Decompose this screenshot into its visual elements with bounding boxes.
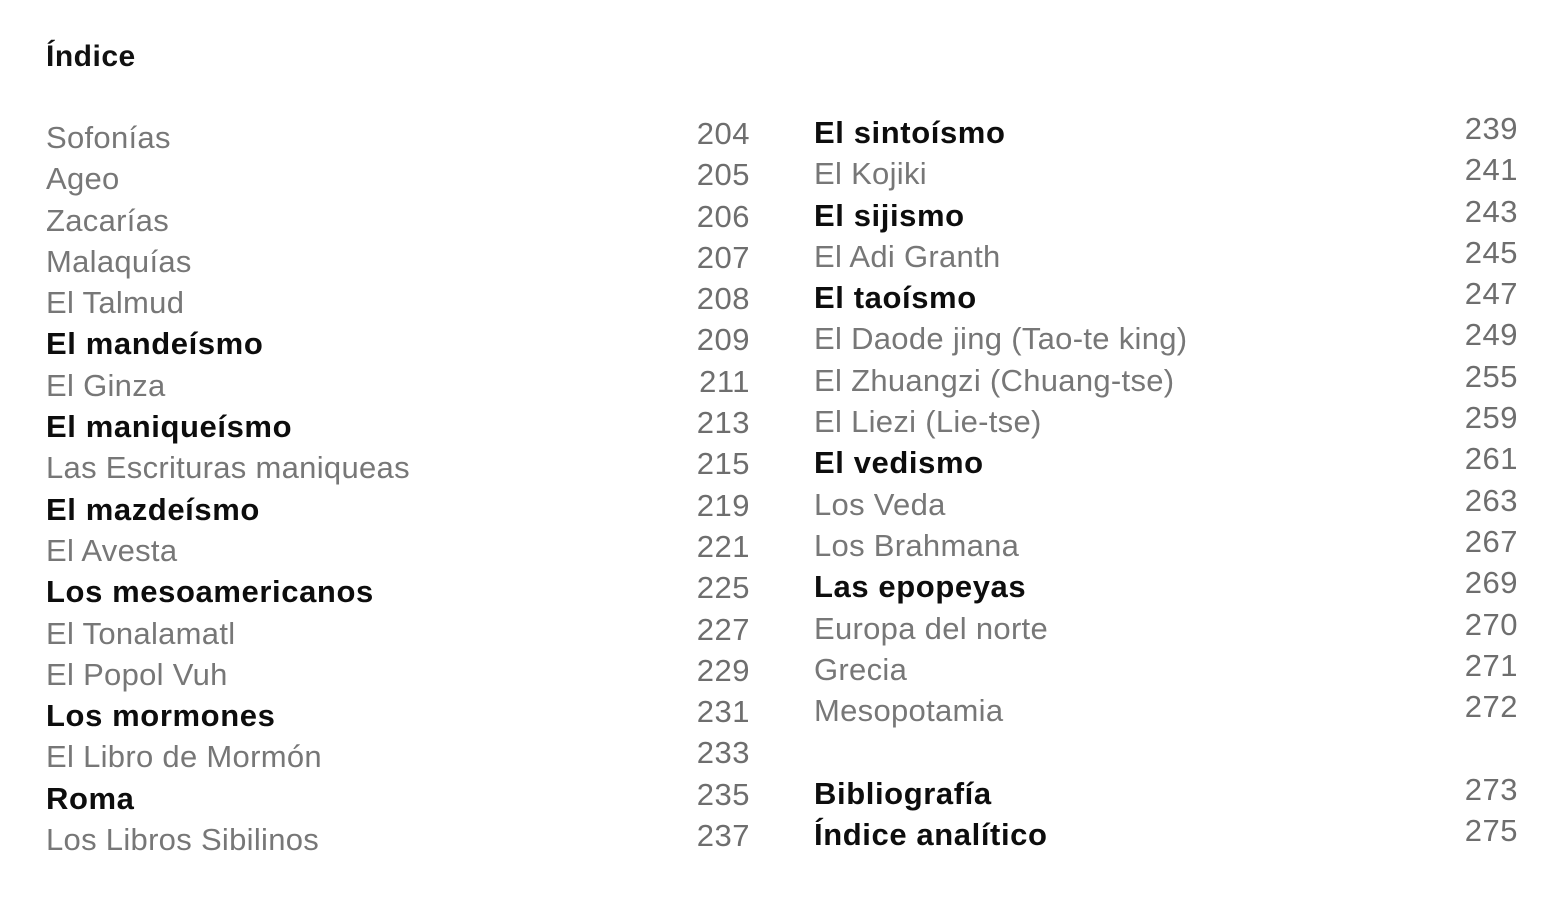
toc-entry-page-number: 269 — [1464, 565, 1518, 601]
toc-entry-page-number: 271 — [1464, 647, 1518, 683]
page-title: Índice — [46, 40, 136, 73]
toc-entry-page-number: 241 — [1464, 152, 1518, 188]
toc-entry[interactable] — [814, 401, 1518, 442]
toc-entry-title: Zacarías — [46, 202, 169, 238]
toc-entry-title: El taoísmo — [814, 280, 977, 316]
toc-entry[interactable] — [46, 365, 750, 406]
toc-section-heading[interactable] — [814, 566, 1518, 607]
toc-entry-page-number: 204 — [696, 116, 750, 151]
toc-entry-title: El Daode jing (Tao-te king) — [814, 321, 1188, 357]
toc-entry-page-number: 231 — [696, 694, 750, 730]
toc-section-heading[interactable] — [46, 778, 750, 819]
toc-section-heading[interactable] — [46, 406, 750, 447]
toc-entry[interactable] — [814, 525, 1518, 566]
toc-entry-title: El sintoísmo — [814, 115, 1006, 150]
toc-entry-page-number: 206 — [696, 198, 750, 234]
toc-entry-title: Malaquías — [46, 243, 192, 279]
toc-entry-title: Los mesoamericanos — [46, 574, 374, 610]
toc-entry-title: Roma — [46, 780, 135, 816]
toc-entry[interactable] — [814, 608, 1518, 649]
toc-entry[interactable] — [46, 447, 750, 488]
toc-entry-page-number: 263 — [1464, 482, 1518, 518]
toc-entry[interactable] — [46, 613, 750, 654]
toc-section-heading[interactable] — [814, 814, 1518, 855]
toc-entry[interactable] — [814, 649, 1518, 690]
toc-entry[interactable] — [814, 484, 1518, 525]
toc-entry[interactable] — [46, 158, 750, 199]
toc-entry[interactable] — [46, 819, 750, 860]
toc-entry[interactable] — [814, 318, 1518, 359]
toc-section-heading[interactable] — [814, 442, 1518, 483]
toc-entry-page-number: 270 — [1464, 606, 1518, 642]
toc-spacer — [814, 731, 1518, 772]
toc-entry-page-number: 219 — [696, 487, 750, 523]
toc-entry-title: Las epopeyas — [814, 569, 1027, 605]
toc-entry-title: Ageo — [46, 161, 120, 197]
toc-entry-title: Europa del norte — [814, 610, 1049, 646]
toc-entry-title: El Popol Vuh — [46, 656, 228, 692]
toc-section-heading[interactable] — [46, 695, 750, 736]
toc-section-heading[interactable] — [46, 489, 750, 530]
toc-entry[interactable] — [46, 654, 750, 695]
toc-entry-page-number: 225 — [696, 570, 750, 606]
toc-entry[interactable] — [46, 117, 750, 158]
toc-entry-title: El Zhuangzi (Chuang-tse) — [814, 362, 1175, 398]
toc-section-heading[interactable] — [46, 571, 750, 612]
toc-entry-page-number: 205 — [696, 157, 750, 193]
toc-entry-page-number: 208 — [696, 281, 750, 317]
toc-entry[interactable] — [814, 360, 1518, 401]
toc-entry-title: Grecia — [814, 651, 908, 687]
toc-section-heading[interactable] — [46, 323, 750, 364]
toc-entry-page-number: 227 — [696, 611, 750, 647]
toc-entry-page-number: 221 — [696, 528, 750, 564]
toc-entry-title: El Tonalamatl — [46, 615, 236, 651]
toc-entry[interactable] — [46, 282, 750, 323]
toc-entry-title: El Avesta — [46, 532, 178, 568]
toc-entry-title: El mazdeísmo — [46, 491, 260, 527]
toc-entry-title: Sofonías — [46, 120, 171, 155]
toc-entry[interactable] — [814, 690, 1518, 731]
toc-entry[interactable] — [46, 200, 750, 241]
toc-entry-title: El Kojiki — [814, 156, 927, 192]
toc-entry-title: Los mormones — [46, 698, 276, 734]
toc-entry-page-number: 259 — [1464, 400, 1518, 436]
toc-entry-title: Los Brahmana — [814, 527, 1020, 563]
toc-entry-title: Mesopotamia — [814, 693, 1004, 729]
toc-entry-title: Bibliografía — [814, 775, 992, 811]
toc-entry-page-number: 215 — [696, 446, 750, 482]
toc-section-heading[interactable] — [814, 773, 1518, 814]
toc-entry-page-number: 255 — [1464, 358, 1518, 394]
toc-entry[interactable] — [46, 736, 750, 777]
toc-entry-page-number: 249 — [1464, 317, 1518, 353]
toc-entry-page-number: 235 — [696, 776, 750, 812]
toc-entry-title: Las Escrituras maniqueas — [46, 450, 410, 486]
toc-right-column — [814, 112, 1518, 855]
toc-entry-page-number: 207 — [696, 239, 750, 275]
toc-entry-page-number: 211 — [699, 363, 750, 399]
toc-entry-page-number: 229 — [696, 652, 750, 688]
toc-entry-page-number: 261 — [1464, 441, 1518, 477]
toc-entry-title: El Ginza — [46, 367, 166, 403]
toc-entry-page-number: 213 — [696, 405, 750, 441]
toc-entry-title: El sijismo — [814, 197, 965, 233]
toc-entry-title: Índice analítico — [814, 817, 1048, 853]
toc-entry-page-number: 209 — [696, 322, 750, 358]
toc-entry[interactable] — [46, 241, 750, 282]
toc-entry-page-number: 273 — [1464, 771, 1518, 807]
toc-entry[interactable] — [814, 153, 1518, 194]
toc-entry-page-number: 272 — [1464, 689, 1518, 725]
toc-entry-title: Los Libros Sibilinos — [46, 822, 320, 858]
toc-entry-page-number: 275 — [1464, 813, 1518, 849]
toc-entry-title: El maniqueísmo — [46, 409, 293, 445]
toc-entry-title: El vedismo — [814, 445, 984, 481]
toc-entry[interactable] — [46, 530, 750, 571]
toc-section-heading[interactable] — [814, 112, 1518, 153]
toc-section-heading[interactable] — [814, 277, 1518, 318]
toc-entry-page-number: 237 — [696, 818, 750, 854]
toc-entry-page-number: 267 — [1464, 523, 1518, 559]
toc-entry-page-number: 247 — [1464, 276, 1518, 312]
toc-entry-title: El Libro de Mormón — [46, 739, 322, 775]
toc-entry[interactable] — [814, 236, 1518, 277]
toc-entry-title: El Adi Granth — [814, 238, 1001, 274]
toc-entry-page-number: 245 — [1464, 234, 1518, 270]
toc-entry-page-number: 239 — [1464, 111, 1518, 146]
toc-entry-page-number: 233 — [696, 735, 750, 771]
toc-section-heading[interactable] — [814, 195, 1518, 236]
toc-entry-title: El Talmud — [46, 285, 185, 321]
toc-entry-title: El mandeísmo — [46, 326, 264, 362]
toc-entry-page-number: 243 — [1464, 193, 1518, 229]
toc-left-column — [46, 117, 750, 860]
toc-entry-title: El Liezi (Lie-tse) — [814, 404, 1042, 440]
toc-entry-title: Los Veda — [814, 486, 946, 522]
